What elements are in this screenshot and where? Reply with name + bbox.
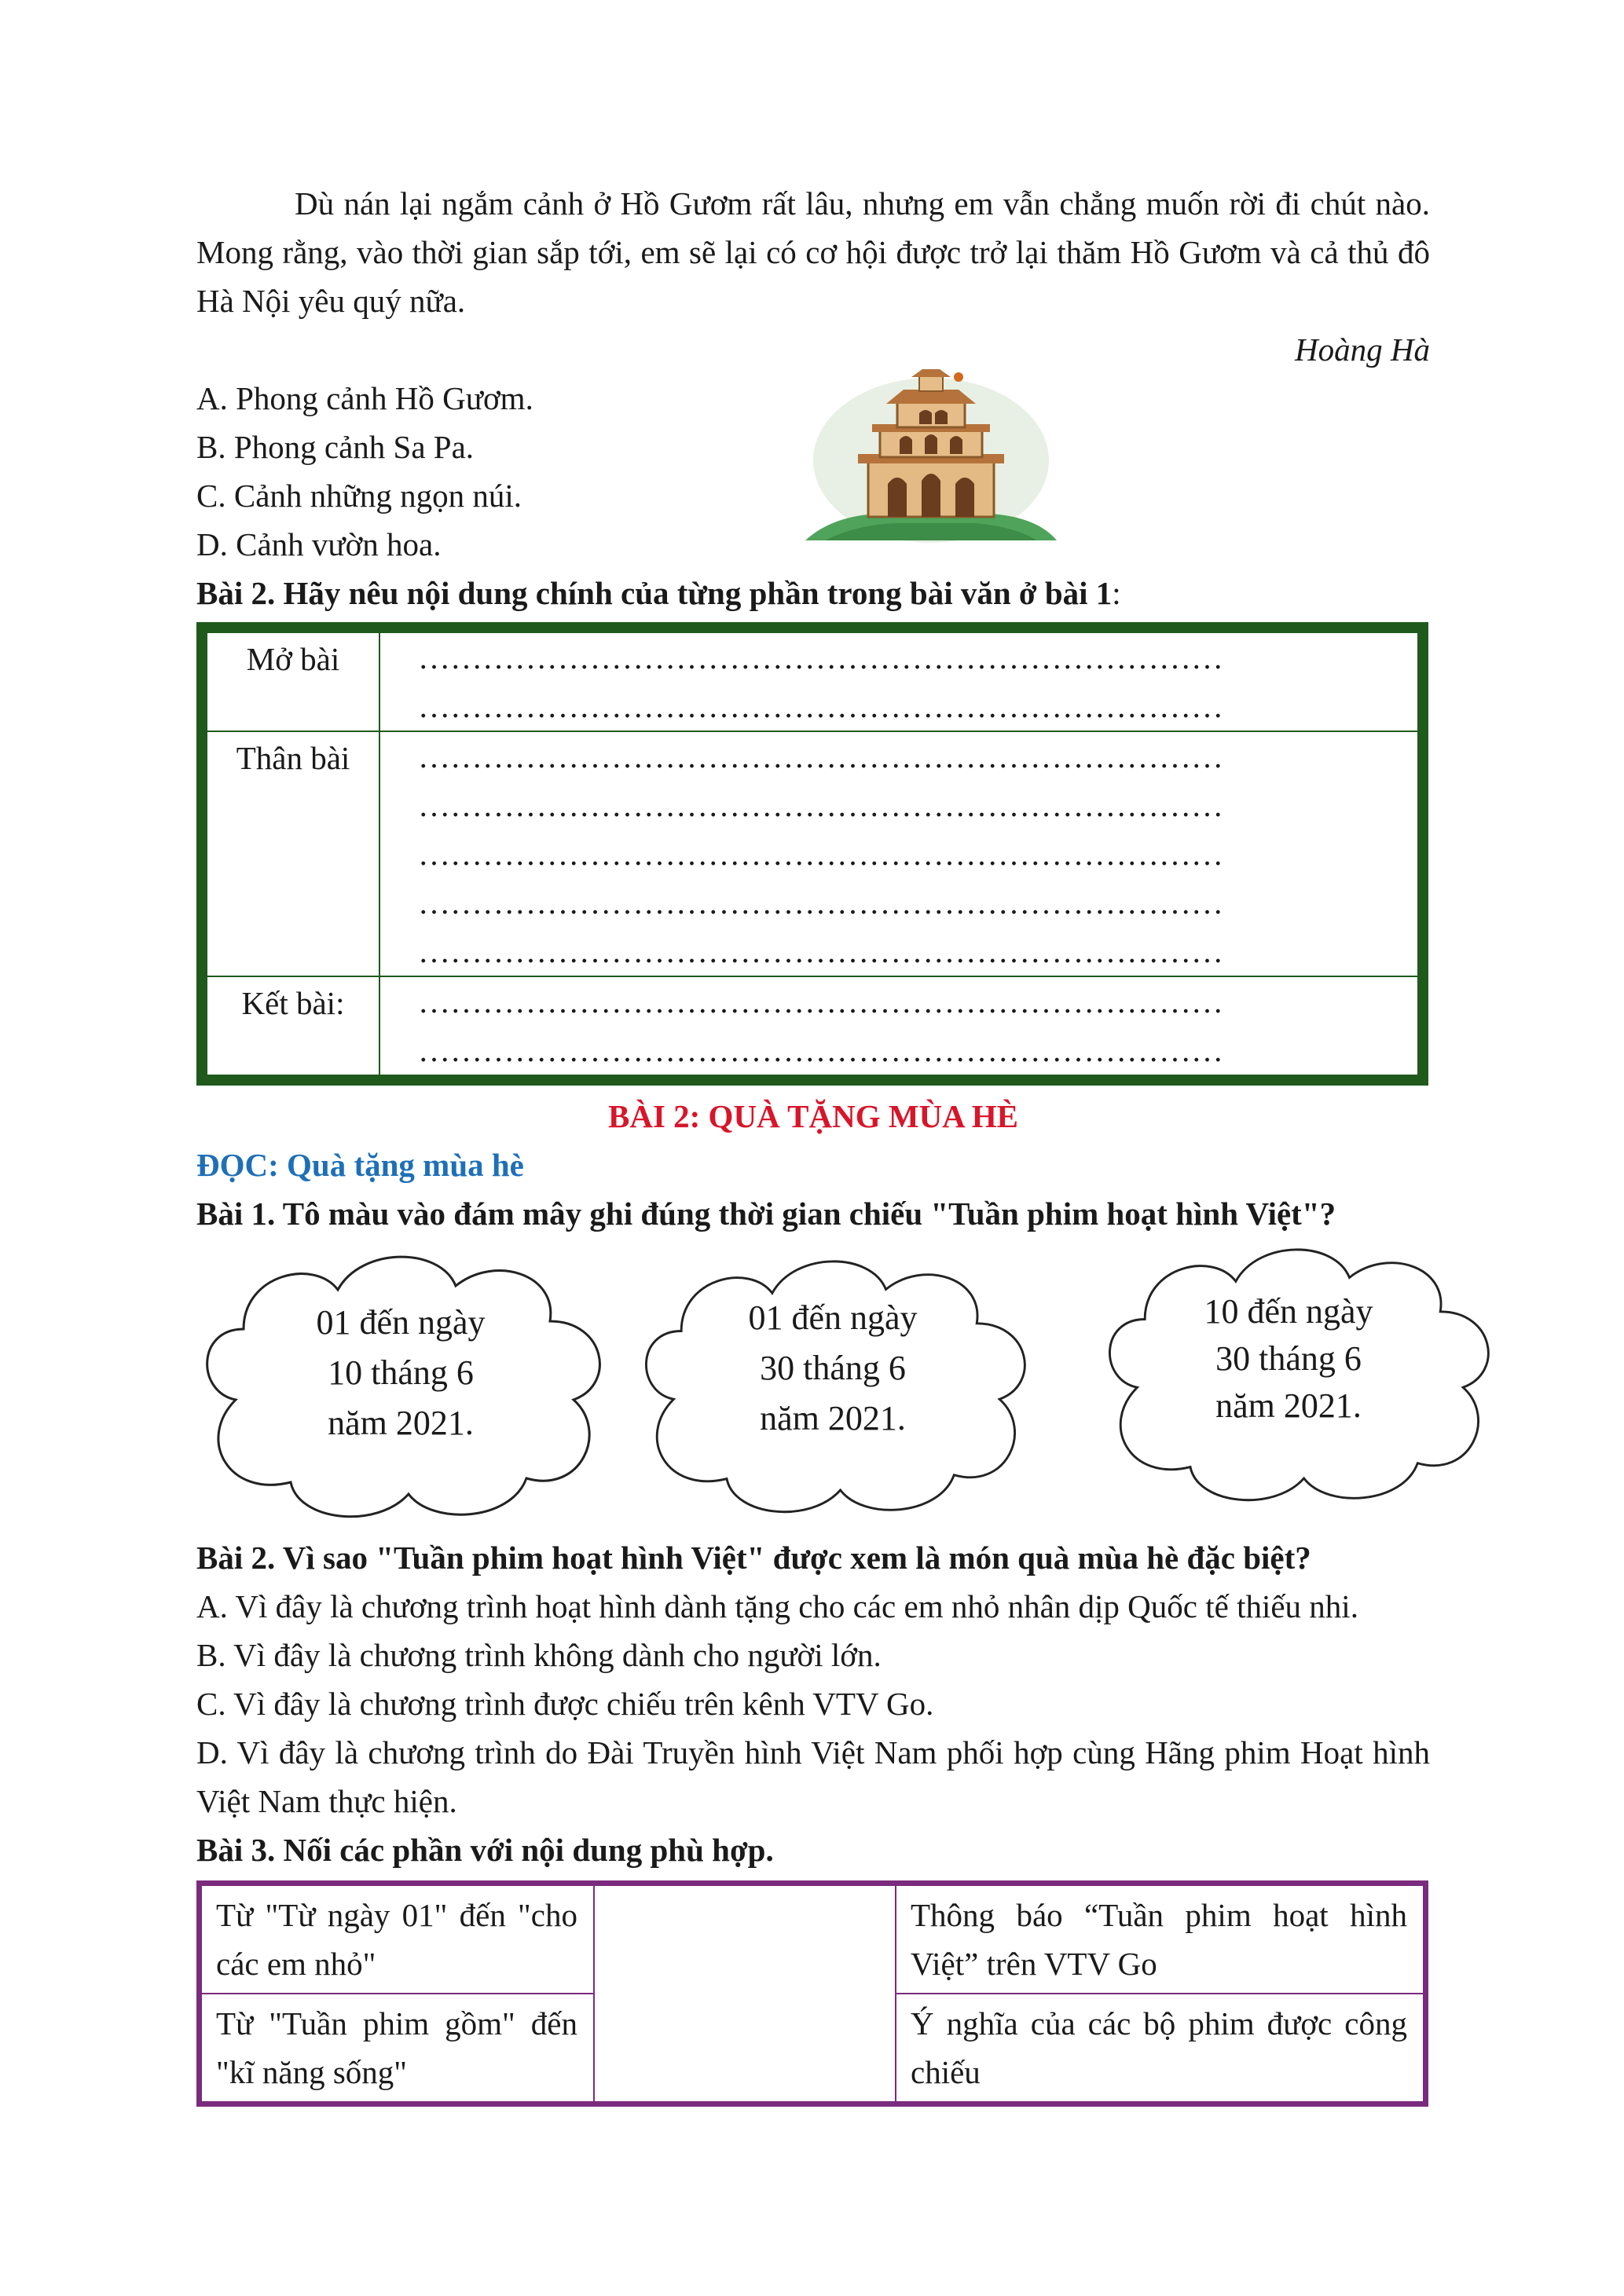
match-right-1[interactable]: Thông báo “Tuần phim hoạt hình Việt” trên VTV Go xyxy=(896,1884,1426,1994)
essay-structure-table xyxy=(196,622,1428,1086)
worksheet-page xyxy=(196,179,1430,2107)
reading-paragraph: Dù nán lại ngắm cảnh ở Hồ Gươm rất lâu, nhưng em vẫn chẳng muốn rời đi chút nào. Mong rằng, vào thời gian sắp tới, em sẽ lại có cơ hội được trở lại thăm Hồ Gươm và cả thủ đô Hà Nội yêu quý nữa. xyxy=(196,185,1430,319)
cloud-text-line: 10 đến ngày xyxy=(1204,1292,1373,1331)
dotted-line: ………………………………………………………………… xyxy=(418,884,1223,921)
question-1: Bài 1. Tô màu vào đám mây ghi đúng thời gian chiếu "Tuần phim hoạt hình Việt"? xyxy=(196,1196,1336,1232)
cloud-option-3[interactable] xyxy=(1084,1235,1509,1510)
dotted-line: ………………………………………………………………… xyxy=(418,1032,1223,1068)
label-than-bai: Thân bài xyxy=(202,731,379,976)
question-2: Bài 2. Vì sao "Tuần phim hoạt hình Việt" được xem là món quà mùa hè đặc biệt? xyxy=(196,1540,1311,1576)
match-right-2[interactable]: Ý nghĩa của các bộ phim được công chiếu xyxy=(896,1994,1426,2104)
cloud-options xyxy=(196,1243,1430,1533)
label-ket-bai: Kết bài: xyxy=(202,976,379,1080)
options-block xyxy=(196,374,1430,569)
matching-table xyxy=(196,1880,1428,2107)
match-connector-area[interactable] xyxy=(594,1884,896,2104)
table-row xyxy=(200,1884,1426,1994)
q2-option-a[interactable]: A. Vì đây là chương trình hoạt hình dành tặng cho các em nhỏ nhân dịp Quốc tế thiếu nhi. xyxy=(196,1588,1358,1624)
label-mo-bai: Mở bài xyxy=(202,628,379,731)
answer-area-ket-bai[interactable] xyxy=(379,976,1423,1080)
cloud-text-line: năm 2021. xyxy=(760,1399,906,1437)
dotted-line: ………………………………………………………………… xyxy=(418,787,1223,823)
cloud-text-line: 30 tháng 6 xyxy=(1215,1339,1362,1378)
q2-option-c[interactable]: C. Vì đây là chương trình được chiếu trên kênh VTV Go. xyxy=(196,1686,934,1722)
match-left-1[interactable]: Từ "Từ ngày 01" đến "cho các em nhỏ" xyxy=(200,1884,595,1994)
cloud-text-line: 10 tháng 6 xyxy=(328,1353,474,1392)
q2-option-b[interactable]: B. Vì đây là chương trình không dành cho người lớn. xyxy=(196,1637,882,1673)
task2-heading: Bài 2. Hãy nêu nội dung chính của từng phần trong bài văn ở bài 1: xyxy=(196,575,1121,611)
table-row xyxy=(202,628,1423,731)
dotted-line: ………………………………………………………………… xyxy=(418,836,1223,872)
dotted-line: ………………………………………………………………… xyxy=(418,983,1223,1020)
question-3: Bài 3. Nối các phần với nội dung phù hợp. xyxy=(196,1832,774,1868)
table-row xyxy=(202,976,1423,1080)
option-a[interactable]: A. Phong cảnh Hồ Gươm. xyxy=(196,380,533,416)
dotted-line: ………………………………………………………………… xyxy=(418,738,1223,774)
dotted-line: ………………………………………………………………… xyxy=(418,639,1223,676)
option-b[interactable]: B. Phong cảnh Sa Pa. xyxy=(196,429,475,465)
option-c[interactable]: C. Cảnh những ngọn núi. xyxy=(196,478,522,514)
q2-option-d[interactable]: D. Vì đây là chương trình do Đài Truyền hình Việt Nam phối hợp cùng Hãng phim Hoạt hình Việt Nam thực hiện. xyxy=(196,1734,1430,1819)
dotted-line: ………………………………………………………………… xyxy=(418,933,1223,969)
cloud-option-2[interactable] xyxy=(621,1243,1045,1525)
option-d[interactable]: D. Cảnh vườn hoa. xyxy=(196,526,442,562)
cloud-text-line: 30 tháng 6 xyxy=(760,1349,906,1387)
reading-title: ĐỌC: Quà tặng mùa hè xyxy=(196,1147,524,1183)
dotted-line: ………………………………………………………………… xyxy=(418,688,1223,724)
answer-area-than-bai[interactable] xyxy=(379,731,1423,976)
lesson-title: BÀI 2: QUÀ TẶNG MÙA HÈ xyxy=(607,1098,1019,1134)
answer-area-mo-bai[interactable] xyxy=(379,628,1423,731)
cloud-text-line: 01 đến ngày xyxy=(316,1303,486,1342)
match-left-2[interactable]: Từ "Tuần phim gồm" đến "kĩ năng sống" xyxy=(200,1994,595,2104)
cloud-option-1[interactable] xyxy=(181,1243,621,1525)
author-name: Hoàng Hà xyxy=(1295,331,1430,368)
cloud-text-line: 01 đến ngày xyxy=(748,1298,918,1337)
cloud-text-line: năm 2021. xyxy=(328,1404,474,1442)
cloud-text-line: năm 2021. xyxy=(1215,1386,1362,1425)
table-row xyxy=(202,731,1423,976)
turtle-tower-illustration-icon xyxy=(801,366,1061,547)
